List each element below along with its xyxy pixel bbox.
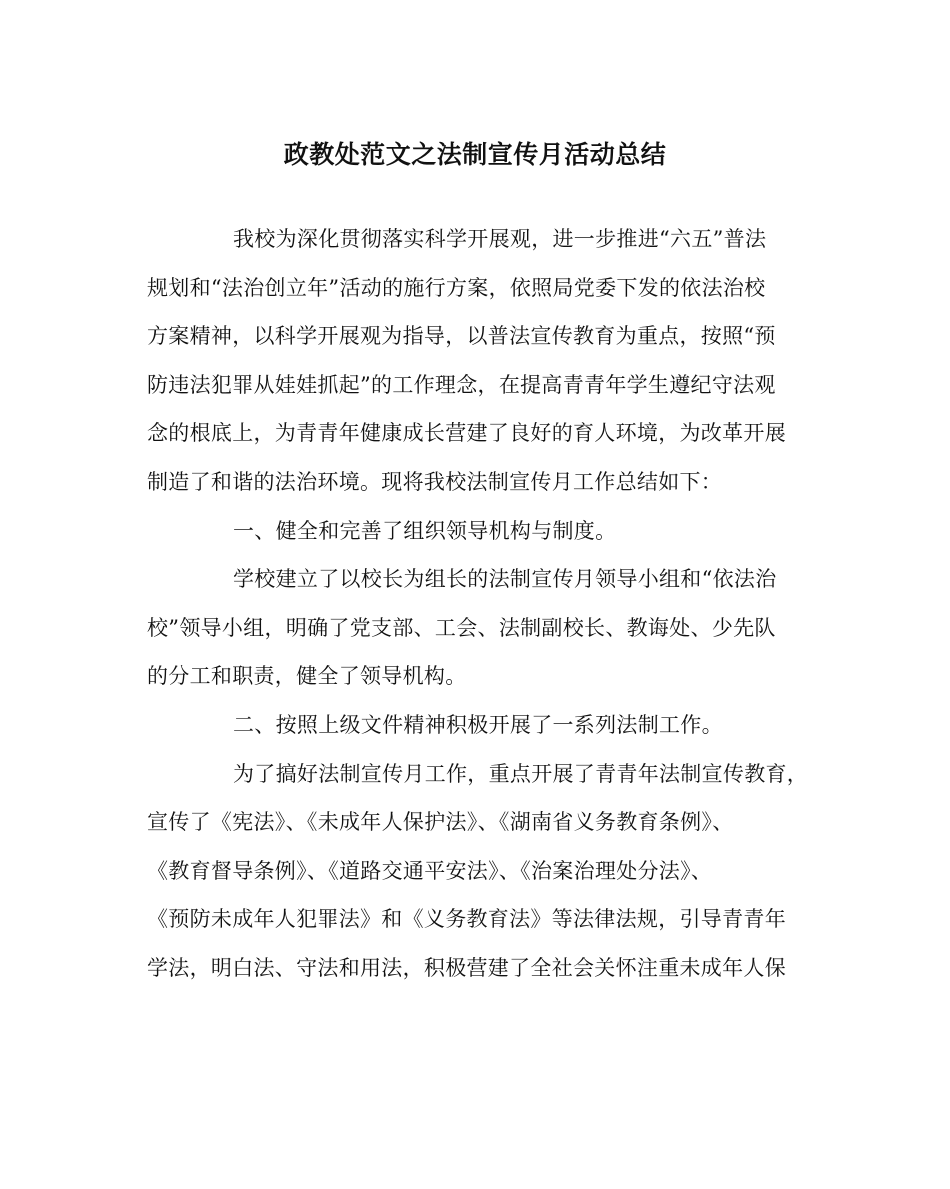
section-heading: 二、按照上级文件精神积极开展了一系列法制工作。	[233, 712, 723, 737]
text-line: 宣传了《宪法》、《未成年人保护法》、《湖南省义务教育条例》、	[147, 810, 734, 835]
text-line: 的分工和职责，健全了领导机构。	[147, 664, 467, 689]
text-line: 规划和“法治创立年”活动的施行方案，依照局党委下发的依法治校	[147, 275, 766, 300]
document-body	[147, 220, 807, 998]
text-line: 念的根底上，为青青年健康成长营建了良好的育人环境，为改革开展	[147, 421, 786, 446]
document-title: 政教处范文之法制宣传月活动总结	[283, 140, 667, 169]
text-line: 我校为深化贯彻落实科学开展观，进一步推进“六五”普法	[233, 227, 767, 251]
text-line: 《预防未成年人犯罪法》和《义务教育法》等法律法规，引导青青年	[147, 907, 786, 932]
text-line: 防违法犯罪从娃娃抓起”的工作理念，在提高青青年学生遵纪守法观	[147, 372, 776, 397]
text-line: 制造了和谐的法治环境。现将我校法制宣传月工作总结如下：	[147, 469, 723, 494]
text-line: 学法，明白法、守法和用法，积极营建了全社会关怀注重未成年人保	[147, 955, 786, 980]
text-line: 学校建立了以校长为组长的法制宣传月领导小组和“依法治	[233, 567, 777, 592]
text-line: 《教育督导条例》、《道路交通平安法》、《治案治理处分法》、	[147, 858, 713, 883]
text-line: 校”领导小组，明确了党支部、工会、法制副校长、教诲处、少先队	[147, 615, 776, 640]
text-line: 为了搞好法制宣传月工作，重点开展了青青年法制宣传教育，	[233, 761, 809, 786]
text-line: 方案精神，以科学开展观为指导，以普法宣传教育为重点，按照“预	[147, 324, 776, 349]
section-heading: 一、健全和完善了组织领导机构与制度。	[233, 518, 617, 543]
